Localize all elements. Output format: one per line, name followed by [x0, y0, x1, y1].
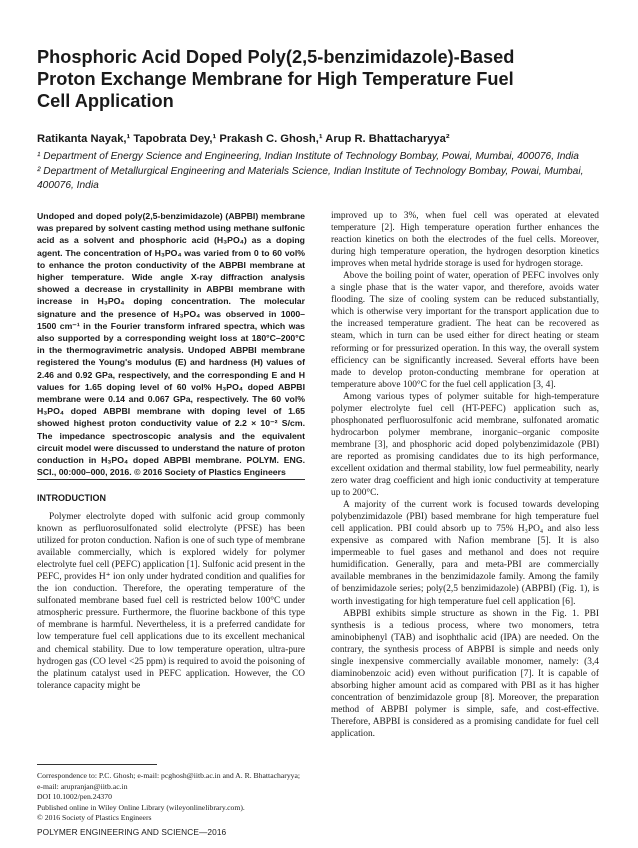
body-paragraph: Above the boiling point of water, operation of PEFC involves only a single phase that is the water vapor, and therefore, avoids water flooding. The size of cooling system can be reduced substantially, which is otherwise very important for the transport application due to the increased temperature gradient. The heat can be recovered as steam, which in turn can be used either for direct heating or steam reforming or for pressurized operation. In this way, the overall system efficiency can be significantly increased. Several efforts have been made to develop proton-conducting membrane for operation at temperature above 100°C for the fuel cell application [3, 4]. — [331, 271, 599, 390]
title-line: Cell Application — [37, 91, 174, 111]
section-heading-introduction: INTRODUCTION — [37, 493, 106, 503]
intro-paragraph: Polymer electrolyte doped with sulfonic acid group commonly known as perfluorosulfonated solid electrolyte (PFSE) has been utilized for proton conduction. Nafion is one of such type of membrane available commercially, which is explored widely for polymer electrolyte fuel cell (PEFC) application [1]. Sulfonic acid present in the PEFC, provides H⁺ ion only under hydrated condition and qualifies for the ion conduction. Therefore, the operating temperature of the sulfonated membrane based fuel cell is restricted below 100°C under atmospheric pressure. Furthermore, the fluorine backbone of this type of membrane is harmful. Nevertheless, it is a preferred candidate for low temperature fuel cell applications due to its excellent mechanical and chemical stability. Due to low temperature operation, ultra-pure hydrogen gas (CO level <25 ppm) is required to avoid the poisoning of the platinum catalyst used in PEFC application. However, the CO tolerance capacity might be — [37, 512, 305, 691]
copyright-note: © 2016 Society of Plastics Engineers — [37, 813, 152, 823]
abstract-text: Undoped and doped poly(2,5-benzimidazole) (ABPBI) membrane was prepared by solvent casting method using methane sulfonic acid as a solvent and phosphoric acid (H₃PO₄) as a doping agent. The concentration of H₃PO₄ was varied from 0 to 60 vol% to enhance the proton conductivity of the ABPBI membrane at higher temperature. Wide angle X-ray diffraction analysis showed a decrease in crystallinity in ABPBI membrane with increase in H₃PO₄ doping concentration. The molecular signature and the presence of H₃PO₄ was observed in 1000–1500 cm⁻¹ in the Fourier transform infrared spectra, which was also supported by a corresponding weight loss at 180°C–200°C in the thermogravimetric analysis. Undoped ABPBI membrane registered the Young's modulus (E) and hardness (H) values of 2.46 and 0.92 GPa, respectively, and the corresponding E and H values for 1.65 doping level of 60 vol% H₃PO₄ doped ABPBI membrane were 0.14 and 0.067 GPa, respectively. The 60 vol% H₃PO₄ doped ABPBI membrane with doping level of 1.65 showed highest proton conductivity value of 2.2 × 10⁻² S/cm. The impedance spectroscopic analysis and the equivalent circuit model were discussed to understand the nature of proton conduction in H₃PO₄ doped ABPBI membrane. POLYM. ENG. SCI., 00:000–000, 2016. © 2016 Society of Plastics Engineers — [37, 211, 305, 478]
abstract-block — [37, 210, 305, 478]
affiliations — [37, 150, 617, 194]
published-note: Published online in Wiley Online Library (wileyonlinelibrary.com). — [37, 802, 245, 812]
article-title — [37, 46, 597, 112]
abstract-divider — [37, 479, 305, 480]
body-paragraph: Among various types of polymer suitable for high-temperature polymer electrolyte fuel cell (HT-PEFC) application such as, phosphonated perfluorosulfonic acid membrane, sulfonated aromatic hydrocarbon polymer membrane, inorganic–organic composite membrane [3], and phosphoric acid doped polybenzimidazole (PBI) are reported as promising candidates due to its high performance, excellent oxidation and thermal stability, low fuel permeability, nearly zero water drag coefficient and high ionic conductivity at temperature up to 200°C. — [331, 391, 599, 499]
doi-note: DOI 10.1002/pen.24370 — [37, 792, 112, 802]
body-paragraph: ABPBI exhibits simple structure as shown in the Fig. 1. PBI synthesis is a tedious process, where two monomers, tetra aminobiphenyl (TAB) and isophthalic acid (IPA) are needed. On the contrary, the synthesis process of ABPBI is simple and needs only single inexpensive commercially available monomer, namely: (3,4 diaminobenzoic acid) even without purification [7]. It is capable of absorbing higher amount acid as compared with PBI as it has higher concentration of benzimidazole group [8]. Moreover, the preparation method of ABPBI polymer is simple, safe, and cost-effective. Therefore, ABPBI is considered as a promising candidate for fuel cell application. — [331, 608, 599, 740]
title-line: Proton Exchange Membrane for High Temperature Fuel — [37, 69, 514, 89]
body-paragraph: improved up to 3%, when fuel cell was operated at elevated temperature [2]. High temperature operation further enhances the reaction kinetics on both the electrodes of the fuel cells. Moreover, during high temperature operation, the hydrogen desorption kinetics improves when metal hydride storage is used for hydrogen storage. — [331, 211, 599, 270]
author-list: Ratikanta Nayak,¹ Tapobrata Dey,¹ Prakash C. Ghosh,¹ Arup R. Bhattacharyya² — [37, 133, 450, 145]
intro-column — [37, 511, 305, 692]
body-paragraph: A majority of the current work is focused towards developing polybenzimidazole (PBI) based membrane for high temperature fuel cell application. PBI could absorb up to 75% H₃PO₄ and also less expensive as compared with Nafion membrane [5]. It is also impermeable to fuel gases and methanol and does not require humidification. Generally, para and meta-PBI are commercially available membranes in the benzimidazole family. Among the family of benzimidazole series; poly(2,5 benzimidazole) (ABPBI) (Fig. 1), is worth investigating for high temperature fuel cell application [6]. — [331, 500, 599, 607]
right-column — [331, 210, 599, 740]
correspondence-note: Correspondence to: P.C. Ghosh; e-mail: pcghosh@iitb.ac.in and A. R. Bhattacharyya; e-mail: arupranjan@iitb.ac.in — [37, 771, 301, 791]
footnote-block — [37, 771, 305, 824]
affiliation-1: ¹ Department of Energy Science and Engineering, Indian Institute of Technology Bombay, Powai, Mumbai, 400076, India — [37, 151, 579, 162]
affiliation-2: ² Department of Metallurgical Engineering and Materials Science, Indian Institute of Technology Bombay, Powai, Mumbai, 400076, India — [37, 165, 584, 191]
footnote-divider — [37, 764, 157, 765]
title-line: Phosphoric Acid Doped Poly(2,5-benzimidazole)-Based — [37, 47, 515, 67]
running-footer: POLYMER ENGINEERING AND SCIENCE—2016 — [37, 827, 227, 837]
